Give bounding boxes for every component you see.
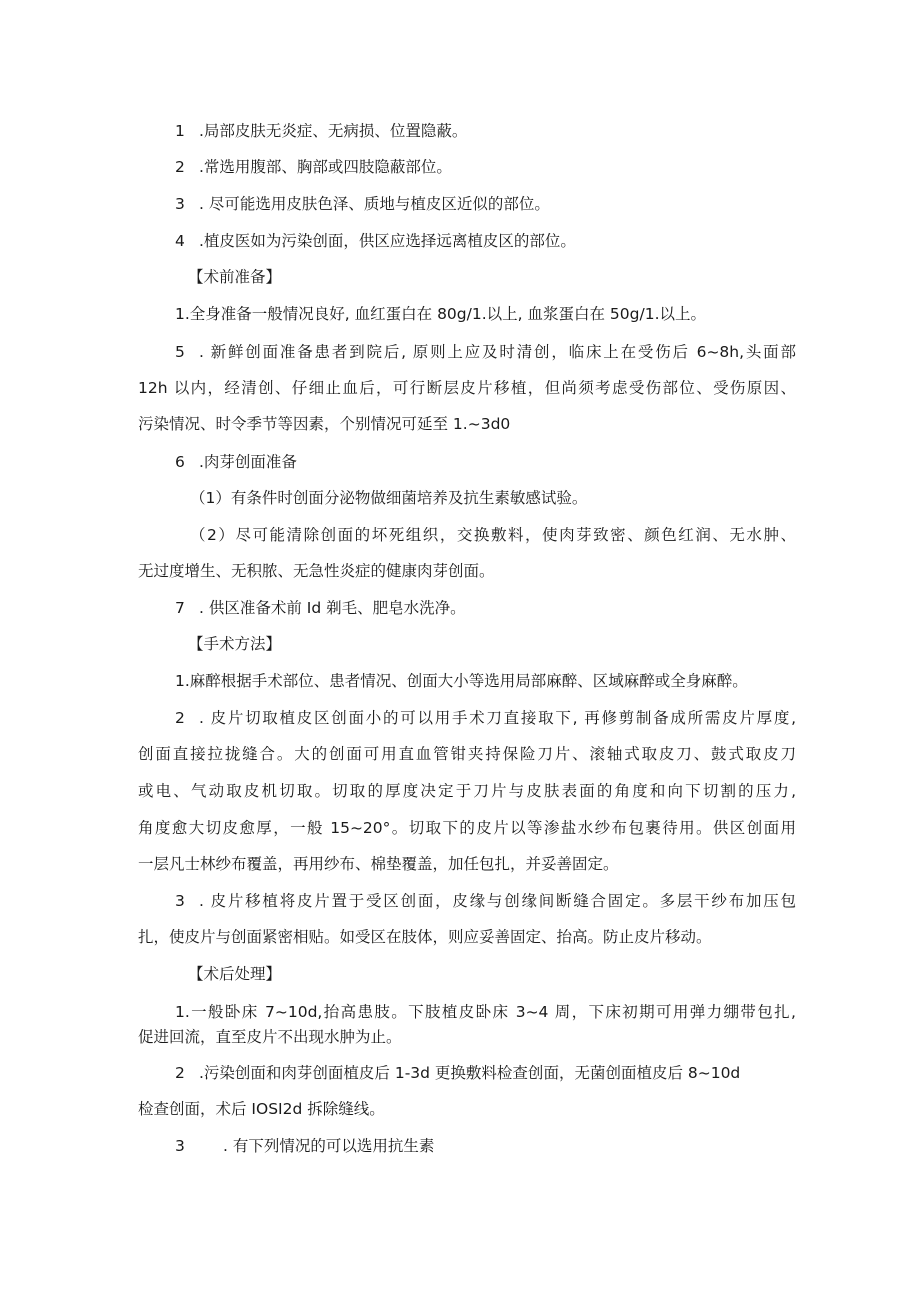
- list-item: [175, 120, 467, 142]
- paragraph-line: 角度愈大切皮愈厚，一般 15~20°。切取下的皮片以等渗盐水纱布包裹待用。供区创面用: [138, 819, 796, 837]
- list-item: [175, 597, 466, 619]
- item-number: 3: [175, 195, 185, 213]
- item-text: . 有下列情况的可以选用抗生素: [223, 1137, 435, 1155]
- paragraph-line: 一层凡士林纱布覆盖，再用纱布、棉垫覆盖，加任包扎，并妥善固定。: [138, 855, 619, 873]
- paragraph-line: 1.一般卧床 7~10d,抬高患肢。下肢植皮卧床 3~4 周，下床初期可用弹力绷带包扎,: [175, 1003, 796, 1021]
- list-item: [175, 1135, 434, 1157]
- item-text: .植皮医如为污染创面，供区应选择远离植皮区的部位。: [199, 232, 576, 250]
- paragraph-line: 1.麻醉根据手术部位、患者情况、创面大小等选用局部麻醉、区域麻醉或全身麻醉。: [175, 672, 748, 690]
- paragraph-line: 扎，使皮片与创面紧密相贴。如受区在肢体，则应妥善固定、抬高。防止皮片移动。: [138, 928, 712, 946]
- paragraph-line: 检查创面，术后 IOSI2d 拆除缝线。: [138, 1100, 385, 1118]
- list-item: [175, 230, 576, 252]
- paragraph-line: 无过度增生、无积脓、无急性炎症的健康肉芽创面。: [138, 562, 495, 580]
- item-text: . 新鲜创面准备患者到院后, 原则上应及时清创，临床上在受伤后 6~8h,头面部: [199, 343, 796, 361]
- item-number: 3: [175, 892, 185, 910]
- list-item: [175, 193, 550, 215]
- paragraph-line: 1.全身准备一般情况良好, 血红蛋白在 80g/1.以上, 血浆蛋白在 50g/1.以上。: [175, 305, 706, 323]
- item-text: .肉芽创面准备: [199, 453, 297, 471]
- item-number: 2: [175, 709, 185, 727]
- item-number: 1: [175, 122, 185, 140]
- paragraph-line: 或电、气动取皮机切取。切取的厚度决定于刀片与皮肤表面的角度和向下切割的压力,: [138, 782, 796, 800]
- item-number: 2: [175, 1064, 185, 1082]
- item-number: 3: [175, 1137, 185, 1155]
- list-item: [175, 890, 796, 912]
- section-heading: 【术后处理】: [188, 965, 282, 983]
- list-item: [175, 1062, 740, 1084]
- item-text: .常选用腹部、胸部或四肢隐蔽部位。: [199, 158, 452, 176]
- list-item: [175, 451, 297, 473]
- item-text: .污染创面和肉芽创面植皮后 1-3d 更换敷料检查创面，无菌创面植皮后 8~10d: [199, 1064, 741, 1082]
- item-text: . 尽可能选用皮肤色泽、质地与植皮区近似的部位。: [199, 195, 550, 213]
- paragraph-line: 12h 以内，经清创、仔细止血后，可行断层皮片移植，但尚须考虑受伤部位、受伤原因、: [138, 379, 796, 397]
- section-heading: 【手术方法】: [188, 635, 282, 653]
- item-text: . 皮片切取植皮区创面小的可以用手术刀直接取下, 再修剪制备成所需皮片厚度,: [199, 709, 796, 727]
- paragraph-line: 促进回流，直至皮片不出现水肿为止。: [138, 1028, 402, 1046]
- paragraph-line: 创面直接拉拢缝合。大的创面可用直血管钳夹持保险刀片、滚轴式取皮刀、鼓式取皮刀: [138, 745, 796, 763]
- item-number: 7: [175, 599, 185, 617]
- list-item: [175, 341, 796, 363]
- list-item: [175, 707, 796, 729]
- sub-item: （1）有条件时创面分泌物做细菌培养及抗生素敏感试验。: [190, 489, 588, 507]
- item-text: .局部皮肤无炎症、无病损、位置隐蔽。: [199, 122, 468, 140]
- list-item: [175, 156, 452, 178]
- item-number: 5: [175, 343, 185, 361]
- item-text: . 皮片移植将皮片置于受区创面，皮缘与创缘间断缝合固定。多层干纱布加压包: [199, 892, 796, 910]
- paragraph-line: 污染情况、时令季节等因素，个别情况可延至 1.~3d0: [138, 415, 511, 433]
- sub-item: （2）尽可能清除创面的坏死组织，交换敷料，使肉芽致密、颜色红润、无水肿、: [190, 526, 796, 544]
- section-heading: 【术前准备】: [188, 268, 282, 286]
- item-number: 2: [175, 158, 185, 176]
- item-text: . 供区准备术前 Id 剃毛、肥皂水洗净。: [199, 599, 466, 617]
- item-number: 4: [175, 232, 185, 250]
- item-number: 6: [175, 453, 185, 471]
